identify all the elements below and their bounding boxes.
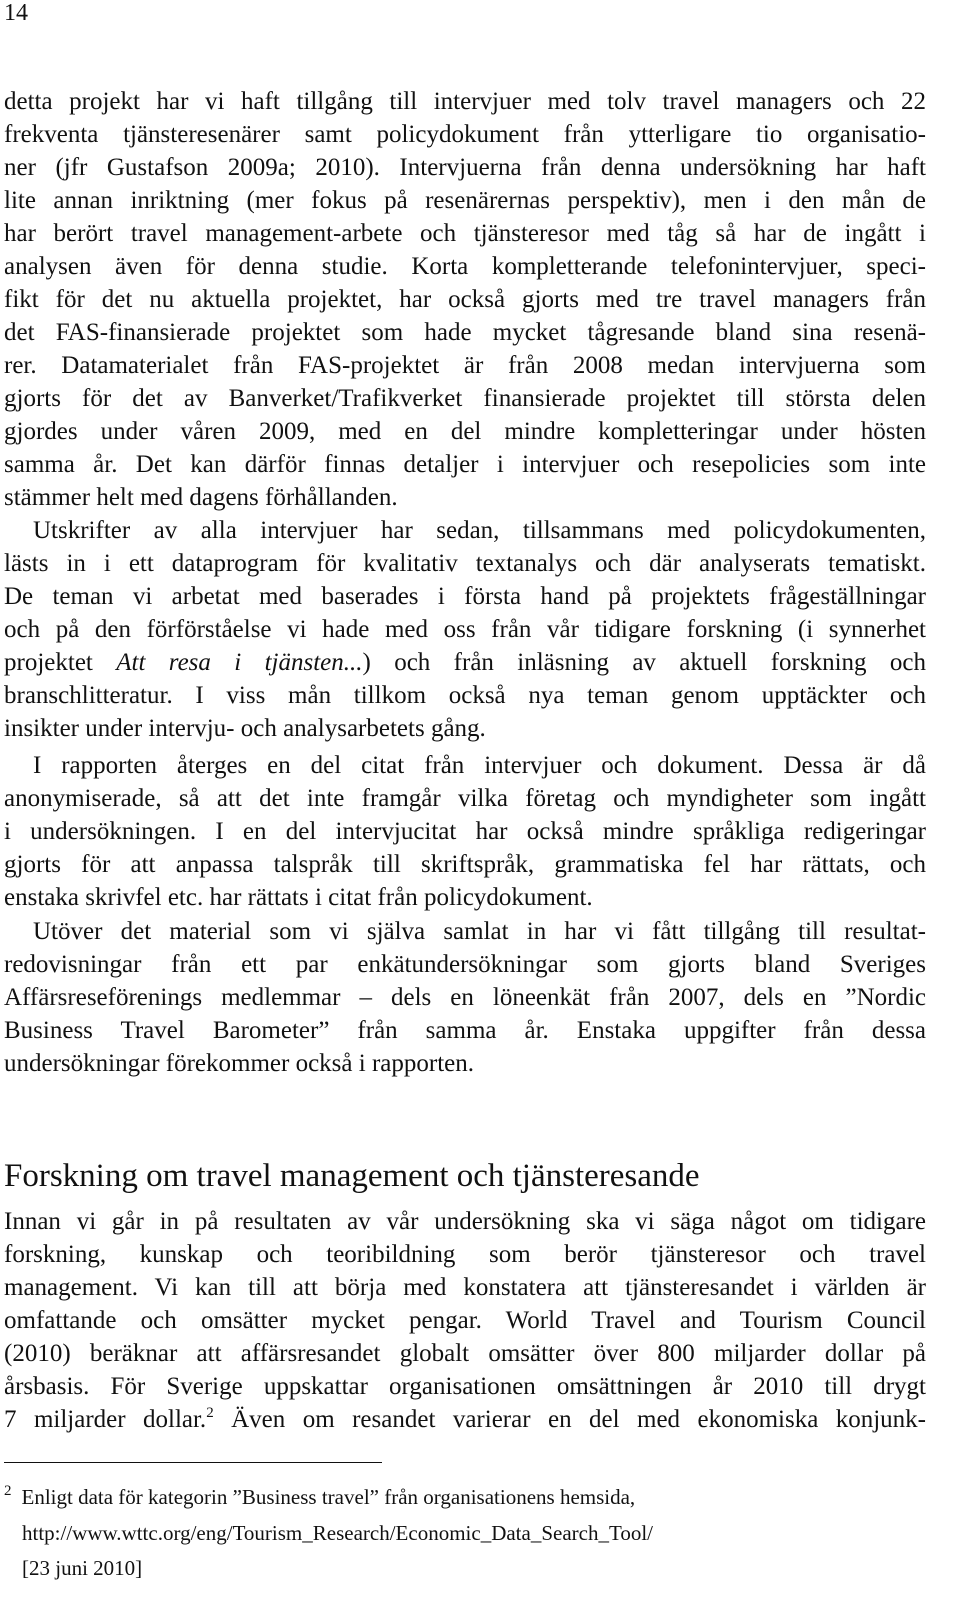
body-line: gjordes under våren 2009, med en del mindre kompletteringar under hösten — [4, 418, 926, 445]
footnote-separator — [4, 1462, 382, 1463]
body-line: enstaka skrivfel etc. har rättats i citat från policydokument. — [4, 884, 593, 911]
body-line: Utskrifter av alla intervjuer har sedan, tillsammans med policydokumenten, — [33, 517, 926, 544]
body-line: och på den förförståelse vi hade med oss från vår tidigare forskning (i synnerhet — [4, 616, 926, 643]
body-line: har berört travel management-arbete och tjänsteresor med tåg så har de ingått i — [4, 220, 926, 247]
body-line: De teman vi arbetat med baserades i första hand på projektets frågeställningar — [4, 583, 926, 610]
body-line: gjorts för det av Banverket/Trafikverket finansierade projektet till största delen — [4, 385, 926, 412]
footnote-date: [23 juni 2010] — [22, 1556, 143, 1580]
body-line: ner (jfr Gustafson 2009a; 2010). Intervjuerna från denna undersökning har haft — [4, 154, 926, 181]
body-line: samma år. Det kan därför finnas detaljer i intervjuer och resepolicies som inte — [4, 451, 926, 478]
body-line: anonymiserade, så att det inte framgår vilka företag och myndigheter som ingått — [4, 785, 926, 812]
body-line: Affärsreseförenings medlemmar – dels en löneenkät från 2007, dels en ”Nordic — [4, 984, 926, 1011]
body-line: i undersökningen. I en del intervjucitat har också mindre språkliga redigeringar — [4, 818, 926, 845]
body-line: Business Travel Barometer” från samma år. Enstaka uppgifter från dessa — [4, 1017, 926, 1044]
body-line: Utöver det material som vi själva samlat in har vi fått tillgång till resultat- — [33, 918, 926, 945]
section-heading: Forskning om travel management och tjänsteresande — [4, 1158, 700, 1194]
body-line: årsbasis. För Sverige uppskattar organisationen omsättningen år 2010 till drygt — [4, 1373, 926, 1400]
body-text: 7 miljarder dollar. — [4, 1406, 207, 1433]
body-text: Även om resandet varierar en del med ekonomiska konjunk- — [213, 1406, 926, 1433]
footnote-reference[interactable]: 2 — [206, 1404, 214, 1421]
body-line: gjorts för att anpassa talspråk till skriftspråk, grammatiska fel har rättats, och — [4, 851, 926, 878]
body-line: rer. Datamaterialet från FAS-projektet är från 2008 medan intervjuerna som — [4, 352, 926, 379]
body-line: lite annan inriktning (mer fokus på resenärernas perspektiv), men i den mån de — [4, 187, 926, 214]
body-line: omfattande och omsätter mycket pengar. World Travel and Tourism Council — [4, 1307, 926, 1334]
body-line: det FAS-finansierade projektet som hade mycket tågresande bland sina resenä- — [4, 319, 926, 346]
body-line: Innan vi går in på resultaten av vår undersökning ska vi säga något om tidigare — [4, 1208, 926, 1235]
italic-title: Att resa i tjänsten... — [116, 649, 363, 676]
body-line: I rapporten återges en del citat från intervjuer och dokument. Dessa är då — [33, 752, 926, 779]
body-line — [4, 1404, 926, 1436]
body-line: fikt för det nu aktuella projektet, har också gjorts med tre travel managers från — [4, 286, 926, 313]
page-number: 14 — [4, 0, 28, 26]
footnote-marker: 2 — [4, 1483, 12, 1499]
footnote-link[interactable]: http://www.wttc.org/eng/Tourism_Research/Economic_Data_Search_Tool/ — [22, 1521, 653, 1545]
body-line: redovisningar från ett par enkätundersökningar som gjorts bland Sveriges — [4, 951, 926, 978]
body-line — [4, 647, 926, 679]
body-text: projektet — [4, 649, 117, 676]
body-line: detta projekt har vi haft tillgång till intervjuer med tolv travel managers och 22 — [4, 88, 926, 115]
body-line: stämmer helt med dagens förhållanden. — [4, 484, 398, 511]
footnote-line — [4, 1482, 635, 1512]
body-line: management. Vi kan till att börja med konstatera att tjänsteresandet i världen är — [4, 1274, 926, 1301]
footnote-text: Enligt data för kategorin ”Business travel” från organisationens hemsida, — [21, 1485, 636, 1509]
body-text: ) och från inläsning av aktuell forskning och — [362, 649, 926, 676]
body-line: insikter under intervju- och analysarbetets gång. — [4, 715, 486, 742]
body-line: frekventa tjänsteresenärer samt policydokument från ytterligare tio organisatio- — [4, 121, 926, 148]
body-line: (2010) beräknar att affärsresandet globalt omsätter över 800 miljarder dollar på — [4, 1340, 926, 1367]
body-line: forskning, kunskap och teoribildning som berör tjänsteresor och travel — [4, 1241, 926, 1268]
body-line: analysen även för denna studie. Korta kompletterande telefonintervjuer, speci- — [4, 253, 926, 280]
body-line: branschlitteratur. I viss mån tillkom också nya teman genom upptäckter och — [4, 682, 926, 709]
body-line: lästs in i ett dataprogram för kvalitativ textanalys och där analyserats tematiskt. — [4, 550, 926, 577]
body-line: undersökningar förekommer också i rapporten. — [4, 1050, 474, 1077]
